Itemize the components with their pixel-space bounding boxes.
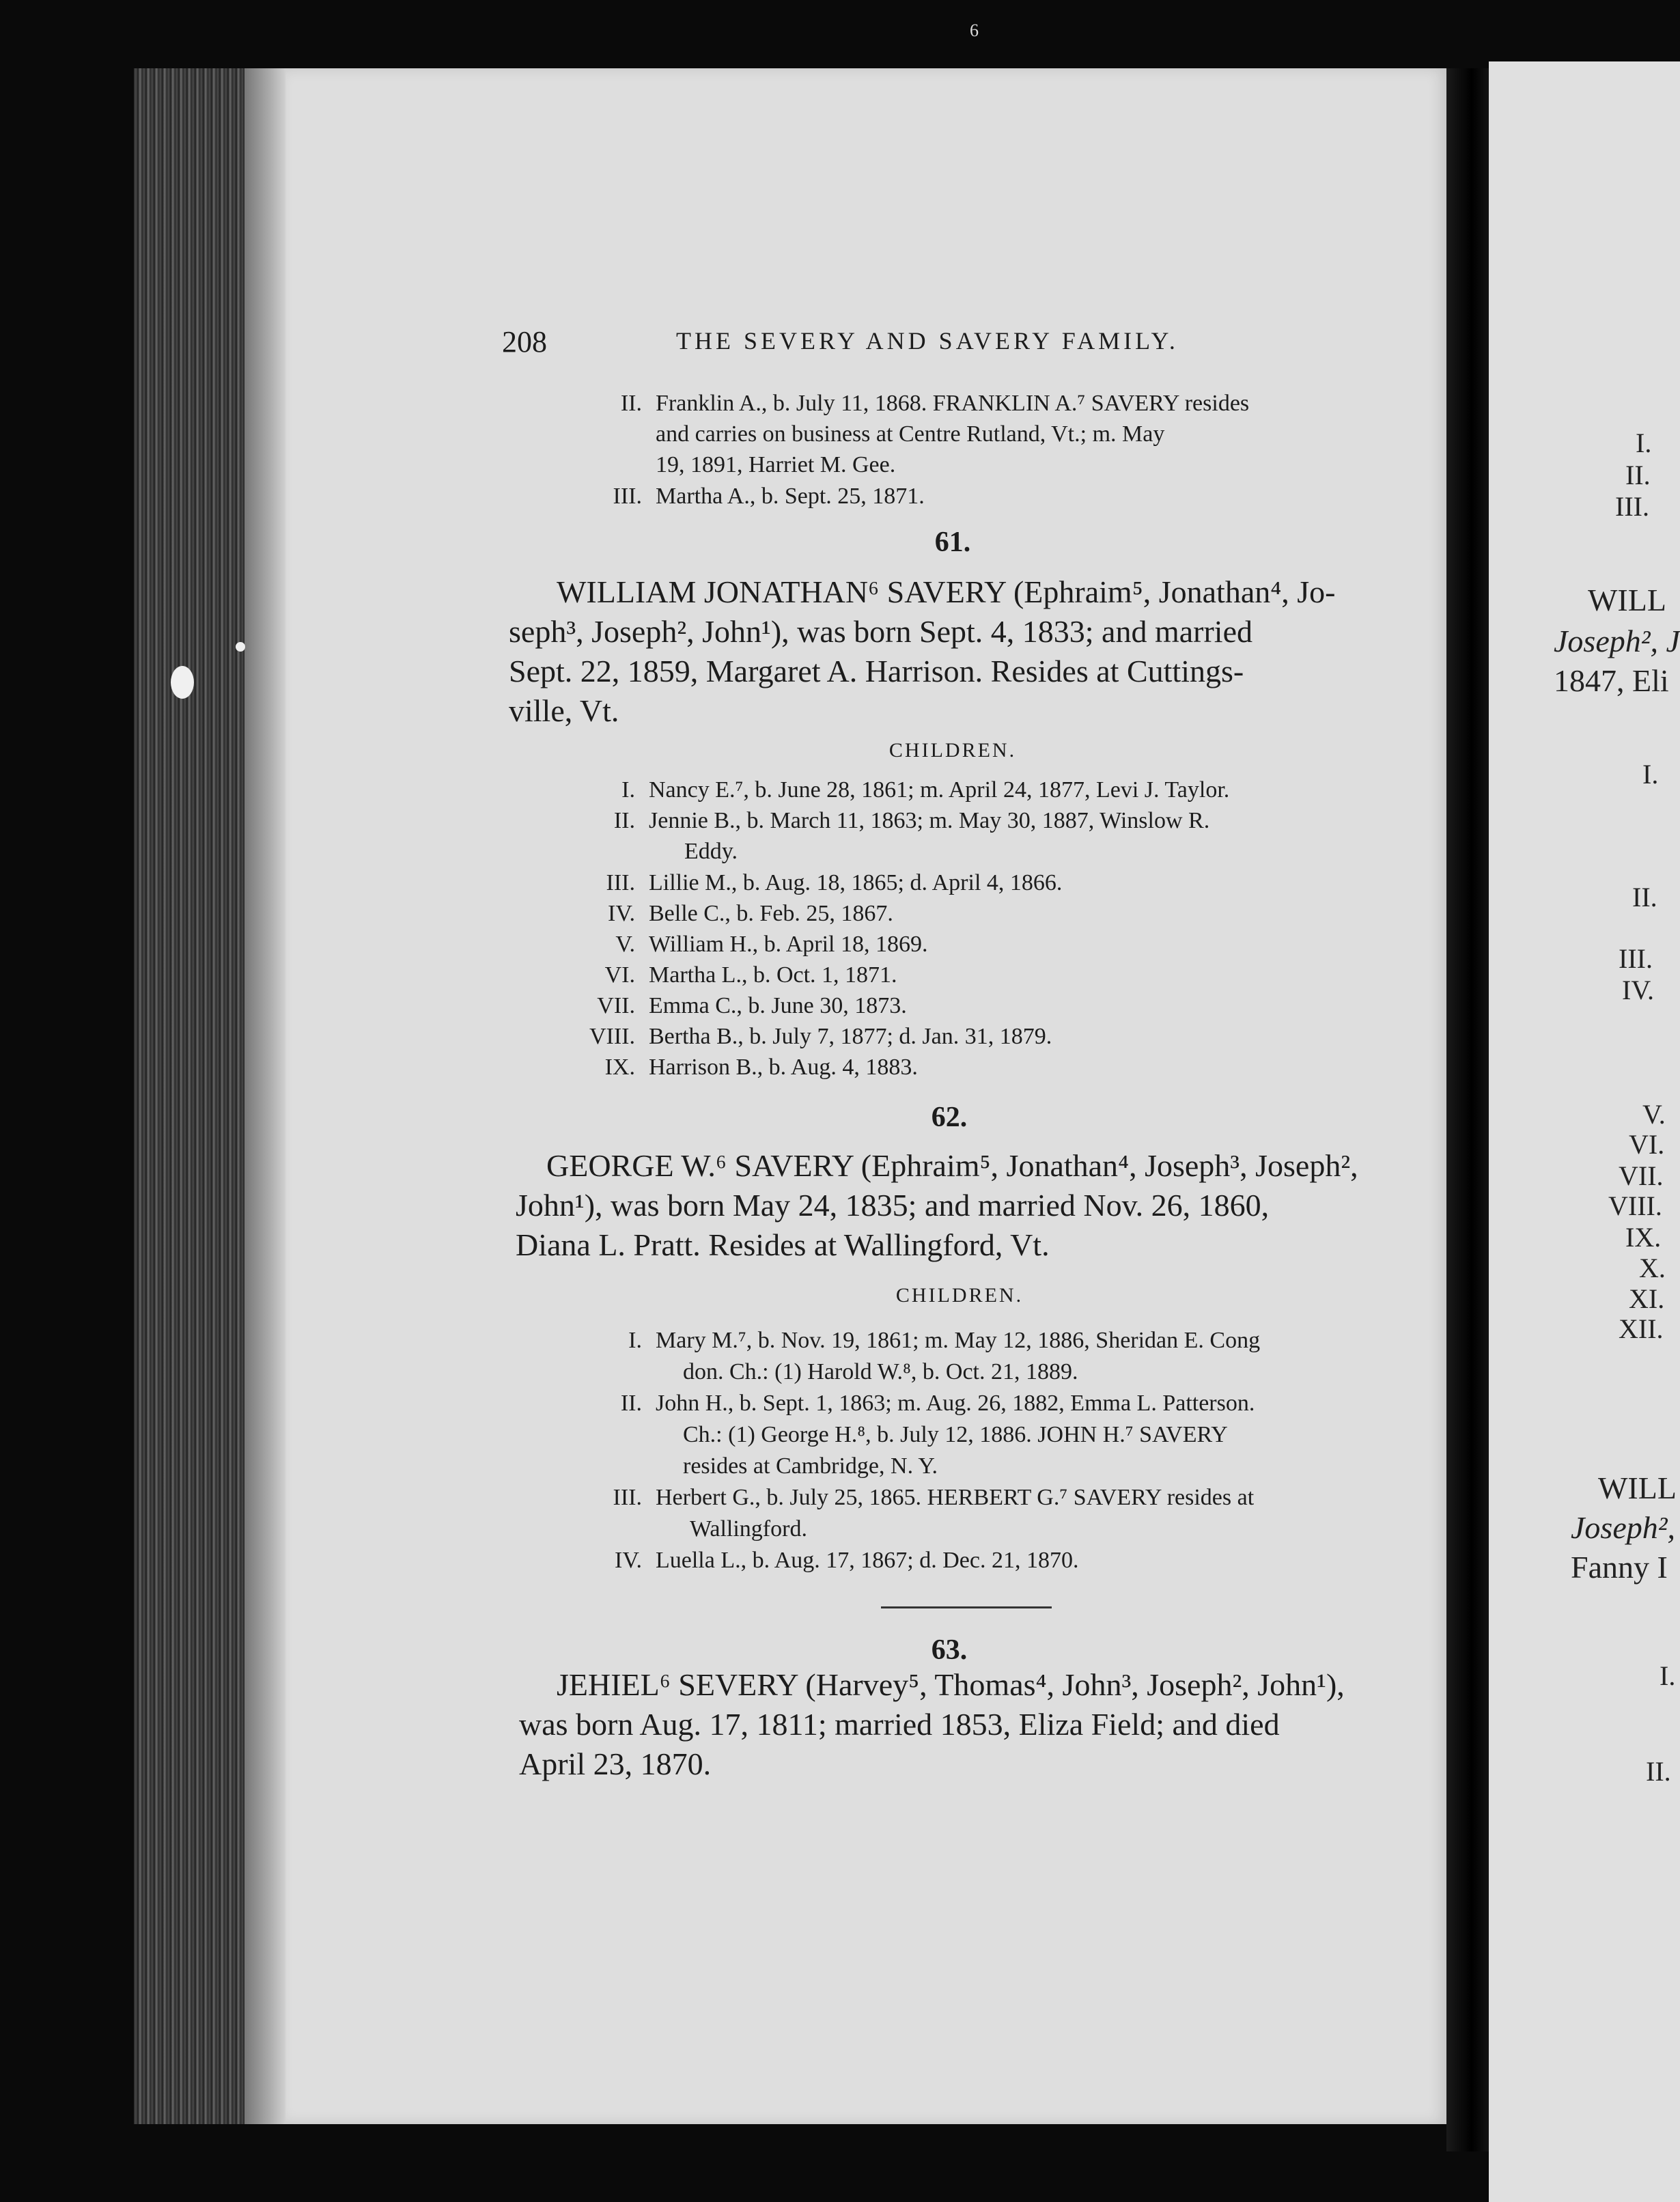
roman-numeral: I. <box>621 777 635 803</box>
book-page-edges <box>134 68 285 2124</box>
list-item <box>580 1548 1078 1574</box>
item-line: Martha A., b. Sept. 25, 1871. <box>656 484 925 509</box>
facing-fragment: I. <box>1642 759 1659 790</box>
facing-fragment: VI. <box>1629 1129 1665 1160</box>
item-line: Luella L., b. Aug. 17, 1867; d. Dec. 21, 1870. <box>656 1548 1079 1573</box>
list-item <box>574 962 897 988</box>
paragraph-line: WILLIAM JONATHAN⁶ SAVERY (Ephraim⁵, Jonathan⁴, Jo- <box>557 574 1336 609</box>
facing-fragment: WILL <box>1588 583 1666 617</box>
item-line: Franklin A., b. July 11, 1868. FRANKLIN A.⁷ SAVERY resides <box>656 391 1250 416</box>
item-line: resides at Cambridge, N. Y. <box>683 1453 938 1479</box>
item-line: Mary M.⁷, b. Nov. 19, 1861; m. May 12, 1886, Sheridan E. Cong <box>656 1328 1261 1353</box>
facing-fragment: VIII. <box>1608 1190 1662 1221</box>
item-line: Eddy. <box>684 839 738 864</box>
list-item <box>574 808 1209 834</box>
roman-numeral: VII. <box>597 993 635 1018</box>
facing-fragment: III. <box>1619 943 1653 974</box>
children-heading: CHILDREN. <box>895 1284 1024 1307</box>
list-item <box>574 777 1229 803</box>
page-speck <box>236 642 245 652</box>
list-item <box>580 484 925 510</box>
facing-fragment: II. <box>1646 1756 1671 1787</box>
facing-fragment: I. <box>1636 428 1652 458</box>
item-line: Belle C., b. Feb. 25, 1867. <box>649 901 893 926</box>
item-line: John H., b. Sept. 1, 1863; m. Aug. 26, 1882, Emma L. Patterson. <box>656 1391 1255 1416</box>
facing-fragment: WILL <box>1598 1471 1677 1505</box>
item-line: Herbert G., b. July 25, 1865. HERBERT G.⁷ SAVERY resides at <box>656 1485 1255 1510</box>
top-mark: 6 <box>970 20 979 40</box>
children-heading: CHILDREN. <box>888 739 1017 762</box>
list-item <box>574 993 907 1019</box>
paragraph-line: seph³, Joseph², John¹), was born Sept. 4, 1833; and married <box>509 614 1252 649</box>
list-item <box>574 870 1062 896</box>
item-line: Harrison B., b. Aug. 4, 1883. <box>649 1055 918 1080</box>
roman-numeral: IV. <box>608 901 635 926</box>
item-line: William H., b. April 18, 1869. <box>649 932 928 957</box>
paragraph-line: GEORGE W.⁶ SAVERY (Ephraim⁵, Jonathan⁴, Joseph³, Joseph², <box>546 1148 1358 1183</box>
facing-fragment: I. <box>1660 1660 1676 1691</box>
section-number: 61. <box>934 527 971 558</box>
facing-fragment: IX. <box>1625 1222 1662 1253</box>
item-line: and carries on business at Centre Rutland, Vt.; m. May <box>656 421 1165 447</box>
facing-fragment: VII. <box>1619 1160 1664 1191</box>
page-number: 208 <box>502 325 547 359</box>
item-line: Bertha B., b. July 7, 1877; d. Jan. 31, 1879. <box>649 1024 1052 1049</box>
paragraph-line: Sept. 22, 1859, Margaret A. Harrison. Resides at Cuttings- <box>509 654 1244 688</box>
section-divider <box>881 1606 1052 1608</box>
list-item <box>574 932 928 958</box>
facing-fragment: IV. <box>1622 975 1655 1005</box>
roman-numeral: II. <box>620 391 642 416</box>
roman-numeral: III. <box>606 870 635 895</box>
facing-fragment: Joseph², J <box>1554 624 1680 658</box>
paragraph-line: JEHIEL⁶ SEVERY (Harvey⁵, Thomas⁴, John³, Joseph², John¹), <box>557 1667 1345 1702</box>
item-line: Nancy E.⁷, b. June 28, 1861; m. April 24, 1877, Levi J. Taylor. <box>649 777 1230 803</box>
roman-numeral: II. <box>620 1391 642 1416</box>
list-item <box>574 1024 1052 1050</box>
paragraph-line: April 23, 1870. <box>519 1746 712 1781</box>
list-item <box>574 901 893 927</box>
item-line: 19, 1891, Harriet M. Gee. <box>656 452 896 477</box>
page-speck <box>171 666 194 699</box>
item-line: Martha L., b. Oct. 1, 1871. <box>649 962 897 988</box>
roman-numeral: I. <box>628 1328 642 1353</box>
item-line: Lillie M., b. Aug. 18, 1865; d. April 4, 1866. <box>649 870 1063 895</box>
paragraph-line: was born Aug. 17, 1811; married 1853, Eliza Field; and died <box>519 1707 1280 1742</box>
roman-numeral: II. <box>613 808 635 833</box>
facing-fragment: Fanny I <box>1571 1550 1668 1585</box>
item-line: Jennie B., b. March 11, 1863; m. May 30, 1887, Winslow R. <box>649 808 1210 833</box>
facing-fragment: V. <box>1642 1099 1666 1130</box>
item-line: Wallingford. <box>690 1516 807 1542</box>
item-line: don. Ch.: (1) Harold W.⁸, b. Oct. 21, 1889. <box>683 1359 1078 1384</box>
running-title: THE SEVERY AND SAVERY FAMILY. <box>676 327 1179 354</box>
item-line: Emma C., b. June 30, 1873. <box>649 993 907 1018</box>
roman-numeral: III. <box>613 484 642 509</box>
facing-fragment: X. <box>1639 1253 1666 1283</box>
paragraph-line: ville, Vt. <box>509 693 619 728</box>
item-line: Ch.: (1) George H.⁸, b. July 12, 1886. JOHN H.⁷ SAVERY <box>683 1422 1228 1447</box>
section-number: 63. <box>931 1634 968 1666</box>
roman-numeral: IX. <box>604 1055 635 1080</box>
list-item <box>580 1391 1255 1417</box>
book-page-208 <box>285 68 1446 2124</box>
roman-numeral: VI. <box>604 962 635 988</box>
roman-numeral: IV. <box>615 1548 642 1573</box>
facing-fragment: Joseph², <box>1571 1510 1676 1545</box>
list-item <box>580 1328 1260 1354</box>
facing-fragment: III. <box>1615 491 1649 522</box>
paragraph-line: John¹), was born May 24, 1835; and married Nov. 26, 1860, <box>516 1188 1270 1223</box>
facing-fragment: XII. <box>1619 1313 1664 1344</box>
facing-fragment: II. <box>1625 460 1651 490</box>
roman-numeral: III. <box>613 1485 642 1510</box>
list-item <box>580 1485 1254 1511</box>
facing-fragment: XI. <box>1629 1283 1665 1314</box>
book-gutter <box>1446 68 1489 2151</box>
facing-fragment: 1847, Eli <box>1554 663 1669 698</box>
list-item <box>580 391 1249 417</box>
roman-numeral: V. <box>615 932 635 957</box>
facing-fragment: II. <box>1632 882 1657 912</box>
list-item <box>574 1055 918 1081</box>
roman-numeral: VIII. <box>589 1024 635 1049</box>
paragraph-line: Diana L. Pratt. Resides at Wallingford, Vt. <box>516 1227 1050 1262</box>
section-number: 62. <box>931 1102 968 1133</box>
